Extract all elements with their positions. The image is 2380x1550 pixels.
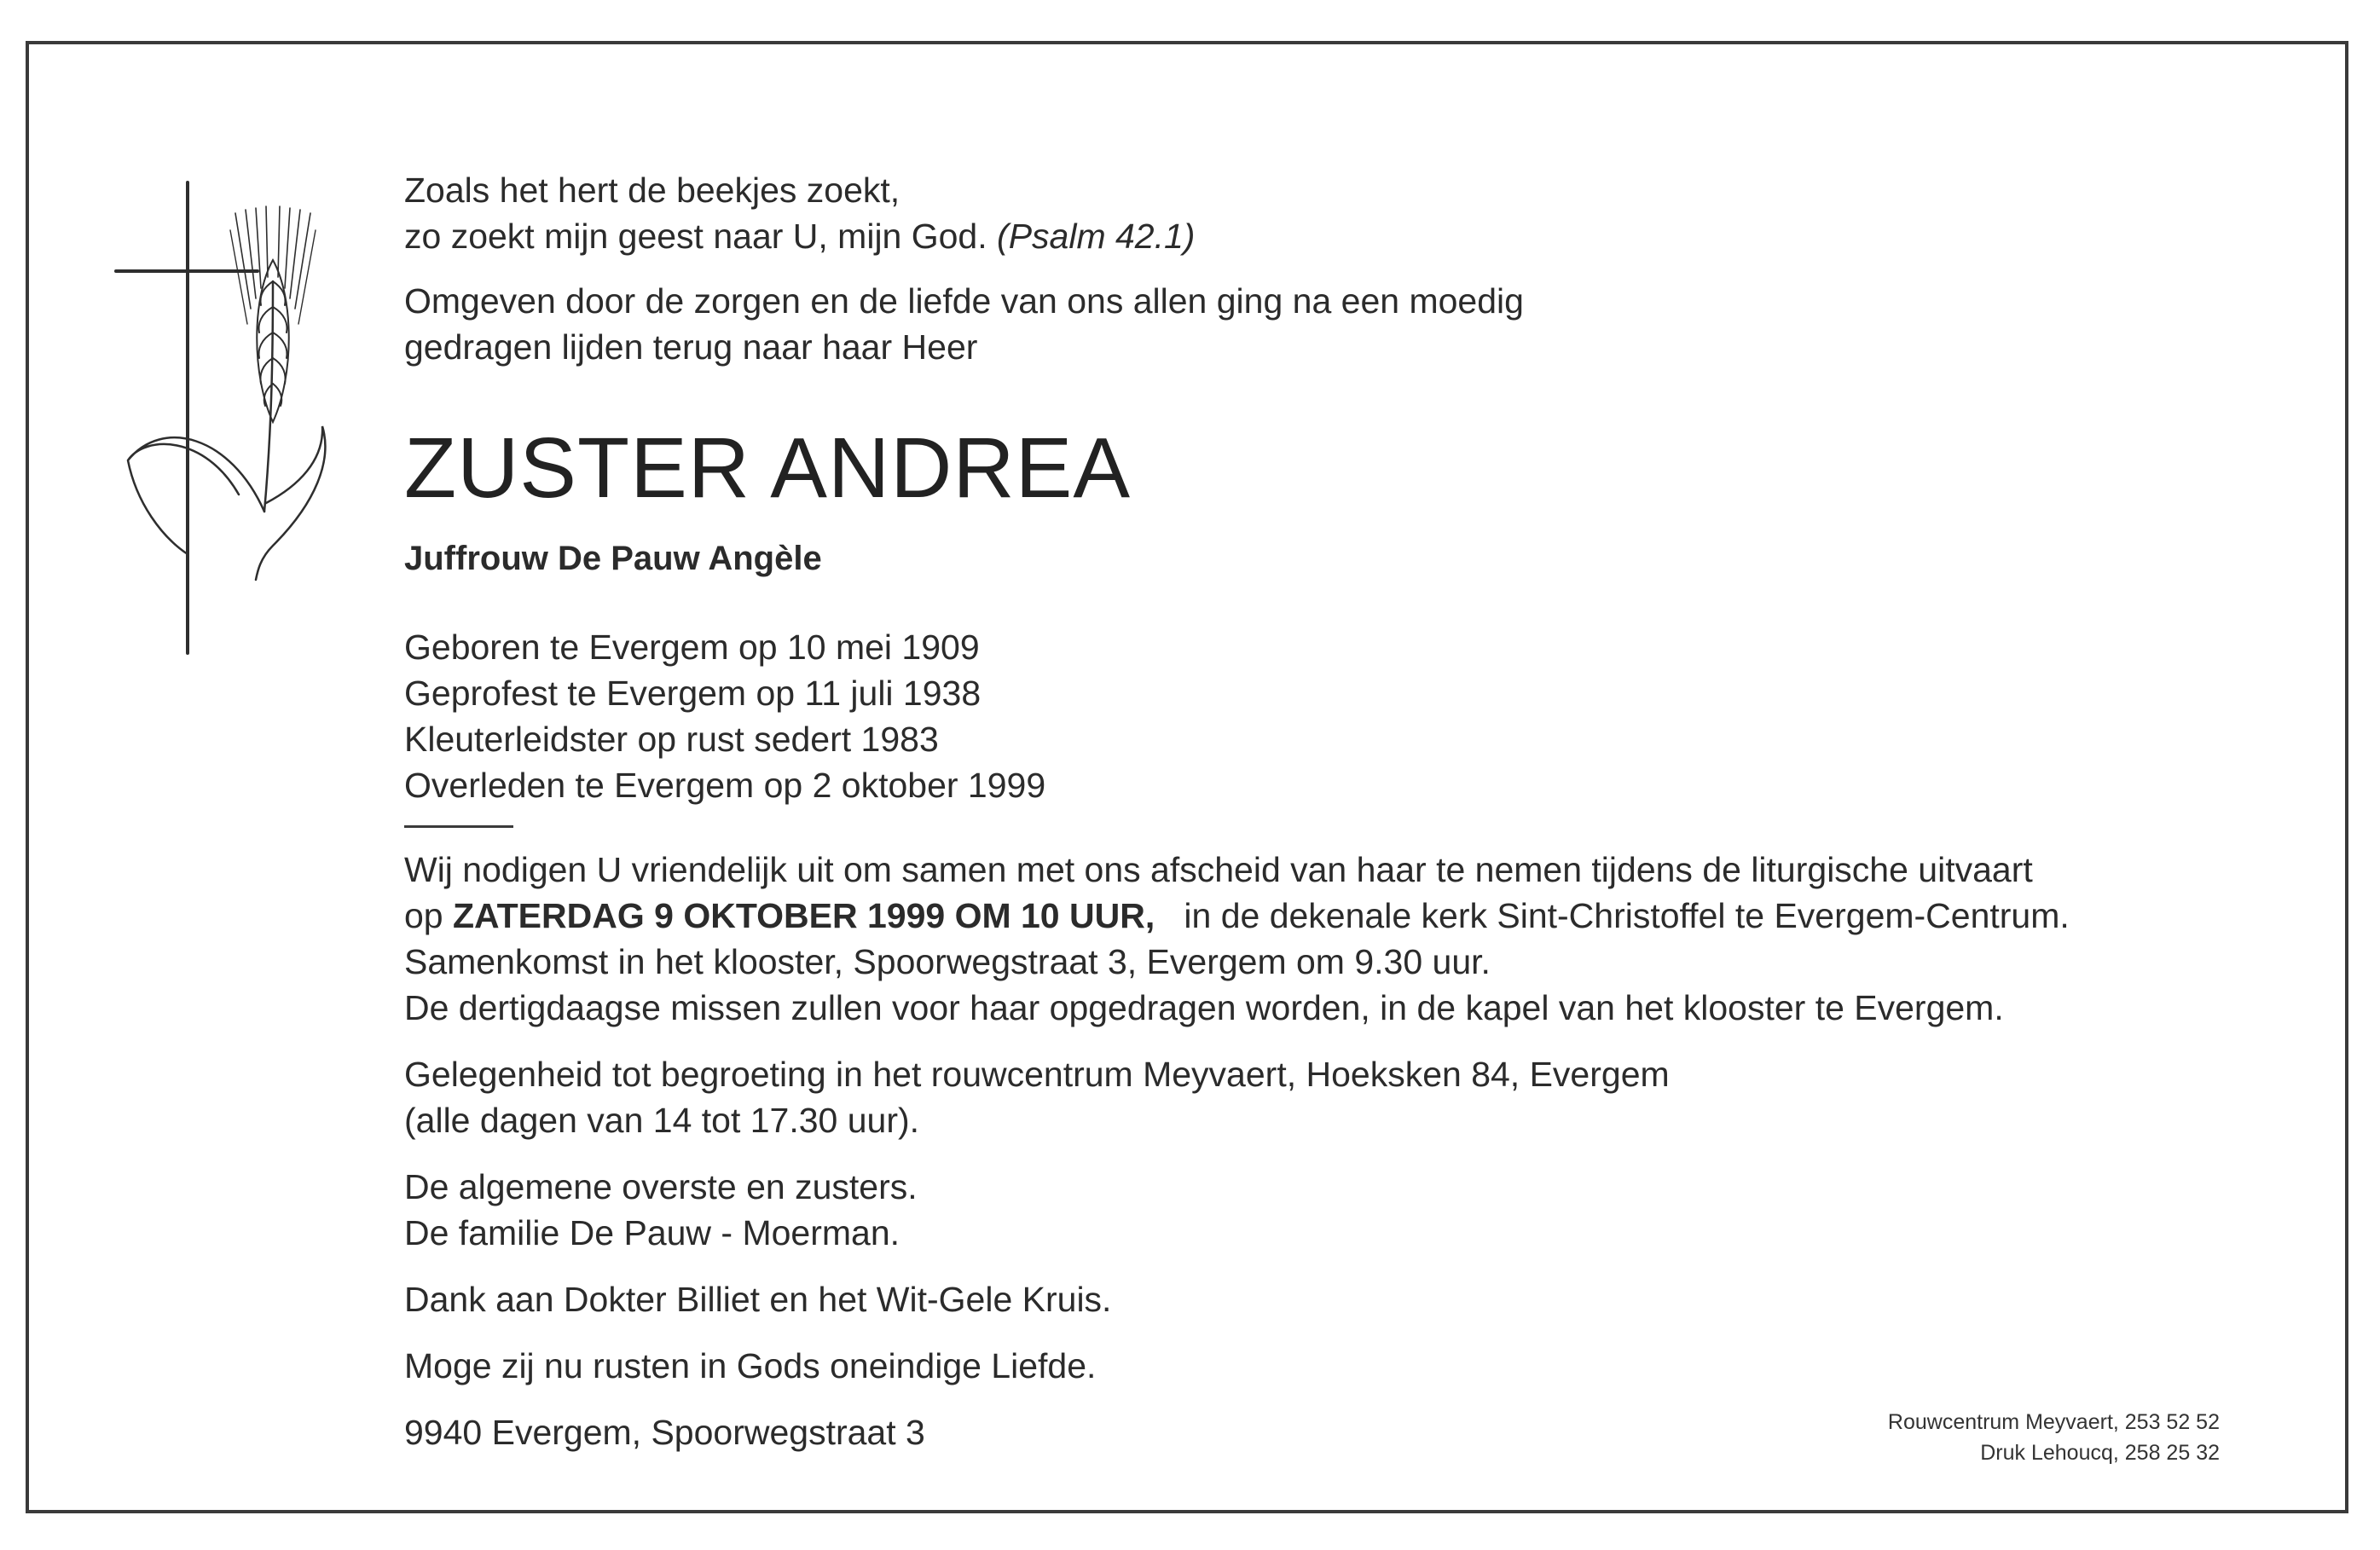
- verse-line-1: Zoals het hert de beekjes zoekt,: [404, 171, 900, 210]
- funeral-home-credit: Rouwcentrum Meyvaert, 253 52 52: [1887, 1410, 2220, 1434]
- family-line-2: De familie De Pauw - Moerman.: [404, 1213, 900, 1252]
- funeral-invitation: [404, 847, 2238, 1031]
- cross-and-wheat-icon: [111, 179, 341, 665]
- divider: [404, 825, 513, 828]
- invite-line-1: Wij nodigen U vriendelijk uit om samen met ons afscheid van haar te nemen tijdens de liturgische uitvaart: [404, 850, 2033, 889]
- obituary-text: [404, 167, 2238, 1455]
- deceased-name: ZUSTER ANDREA: [404, 420, 1132, 516]
- deceased-civil-name: Juffrouw De Pauw Angèle: [404, 540, 822, 577]
- life-retirement: Kleuterleidster op rust sedert 1983: [404, 720, 939, 759]
- psalm-reference: (Psalm 42.1): [997, 217, 1196, 256]
- life-birth: Geboren te Evergem op 10 mei 1909: [404, 628, 980, 667]
- invite-line-4: De dertigdaagse missen zullen voor haar opgedragen worden, in de kapel van het klooster te Evergem.: [404, 988, 2004, 1027]
- funeral-date: ZATERDAG 9 OKTOBER 1999 OM 10 UUR,: [453, 896, 1155, 935]
- invite-prefix: op: [404, 896, 443, 935]
- visitation-line-2: (alle dagen van 14 tot 17.30 uur).: [404, 1101, 920, 1140]
- address-line: 9940 Evergem, Spoorwegstraat 3: [404, 1413, 925, 1452]
- intro-line-1: Omgeven door de zorgen en de liefde van ons allen ging na een moedig: [404, 281, 1524, 321]
- intro-line-2: gedragen lijden terug naar haar Heer: [404, 327, 978, 367]
- verse-text: zo zoekt mijn geest naar U, mijn God.: [404, 217, 987, 256]
- invite-line-3: Samenkomst in het klooster, Spoorwegstraat 3, Evergem om 9.30 uur.: [404, 942, 1491, 981]
- thanks-line: Dank aan Dokter Billiet en het Wit-Gele Kruis.: [404, 1280, 1112, 1319]
- invite-location: in de dekenale kerk Sint-Christoffel te Evergem-Centrum.: [1184, 896, 2070, 935]
- life-death: Overleden te Evergem op 2 oktober 1999: [404, 766, 1046, 805]
- rest-line: Moge zij nu rusten in Gods oneindige Liefde.: [404, 1346, 1097, 1385]
- visitation-line-1: Gelegenheid tot begroeting in het rouwcentrum Meyvaert, Hoeksken 84, Evergem: [404, 1055, 1670, 1094]
- verse-line-2: [404, 213, 2238, 259]
- life-profession: Geprofest te Evergem op 11 juli 1938: [404, 674, 982, 713]
- printer-credit: Druk Lehoucq, 258 25 32: [1980, 1441, 2220, 1465]
- printer-credits: [1888, 1407, 2220, 1468]
- invite-line-2: [404, 893, 2238, 939]
- family-line-1: De algemene overste en zusters.: [404, 1167, 918, 1206]
